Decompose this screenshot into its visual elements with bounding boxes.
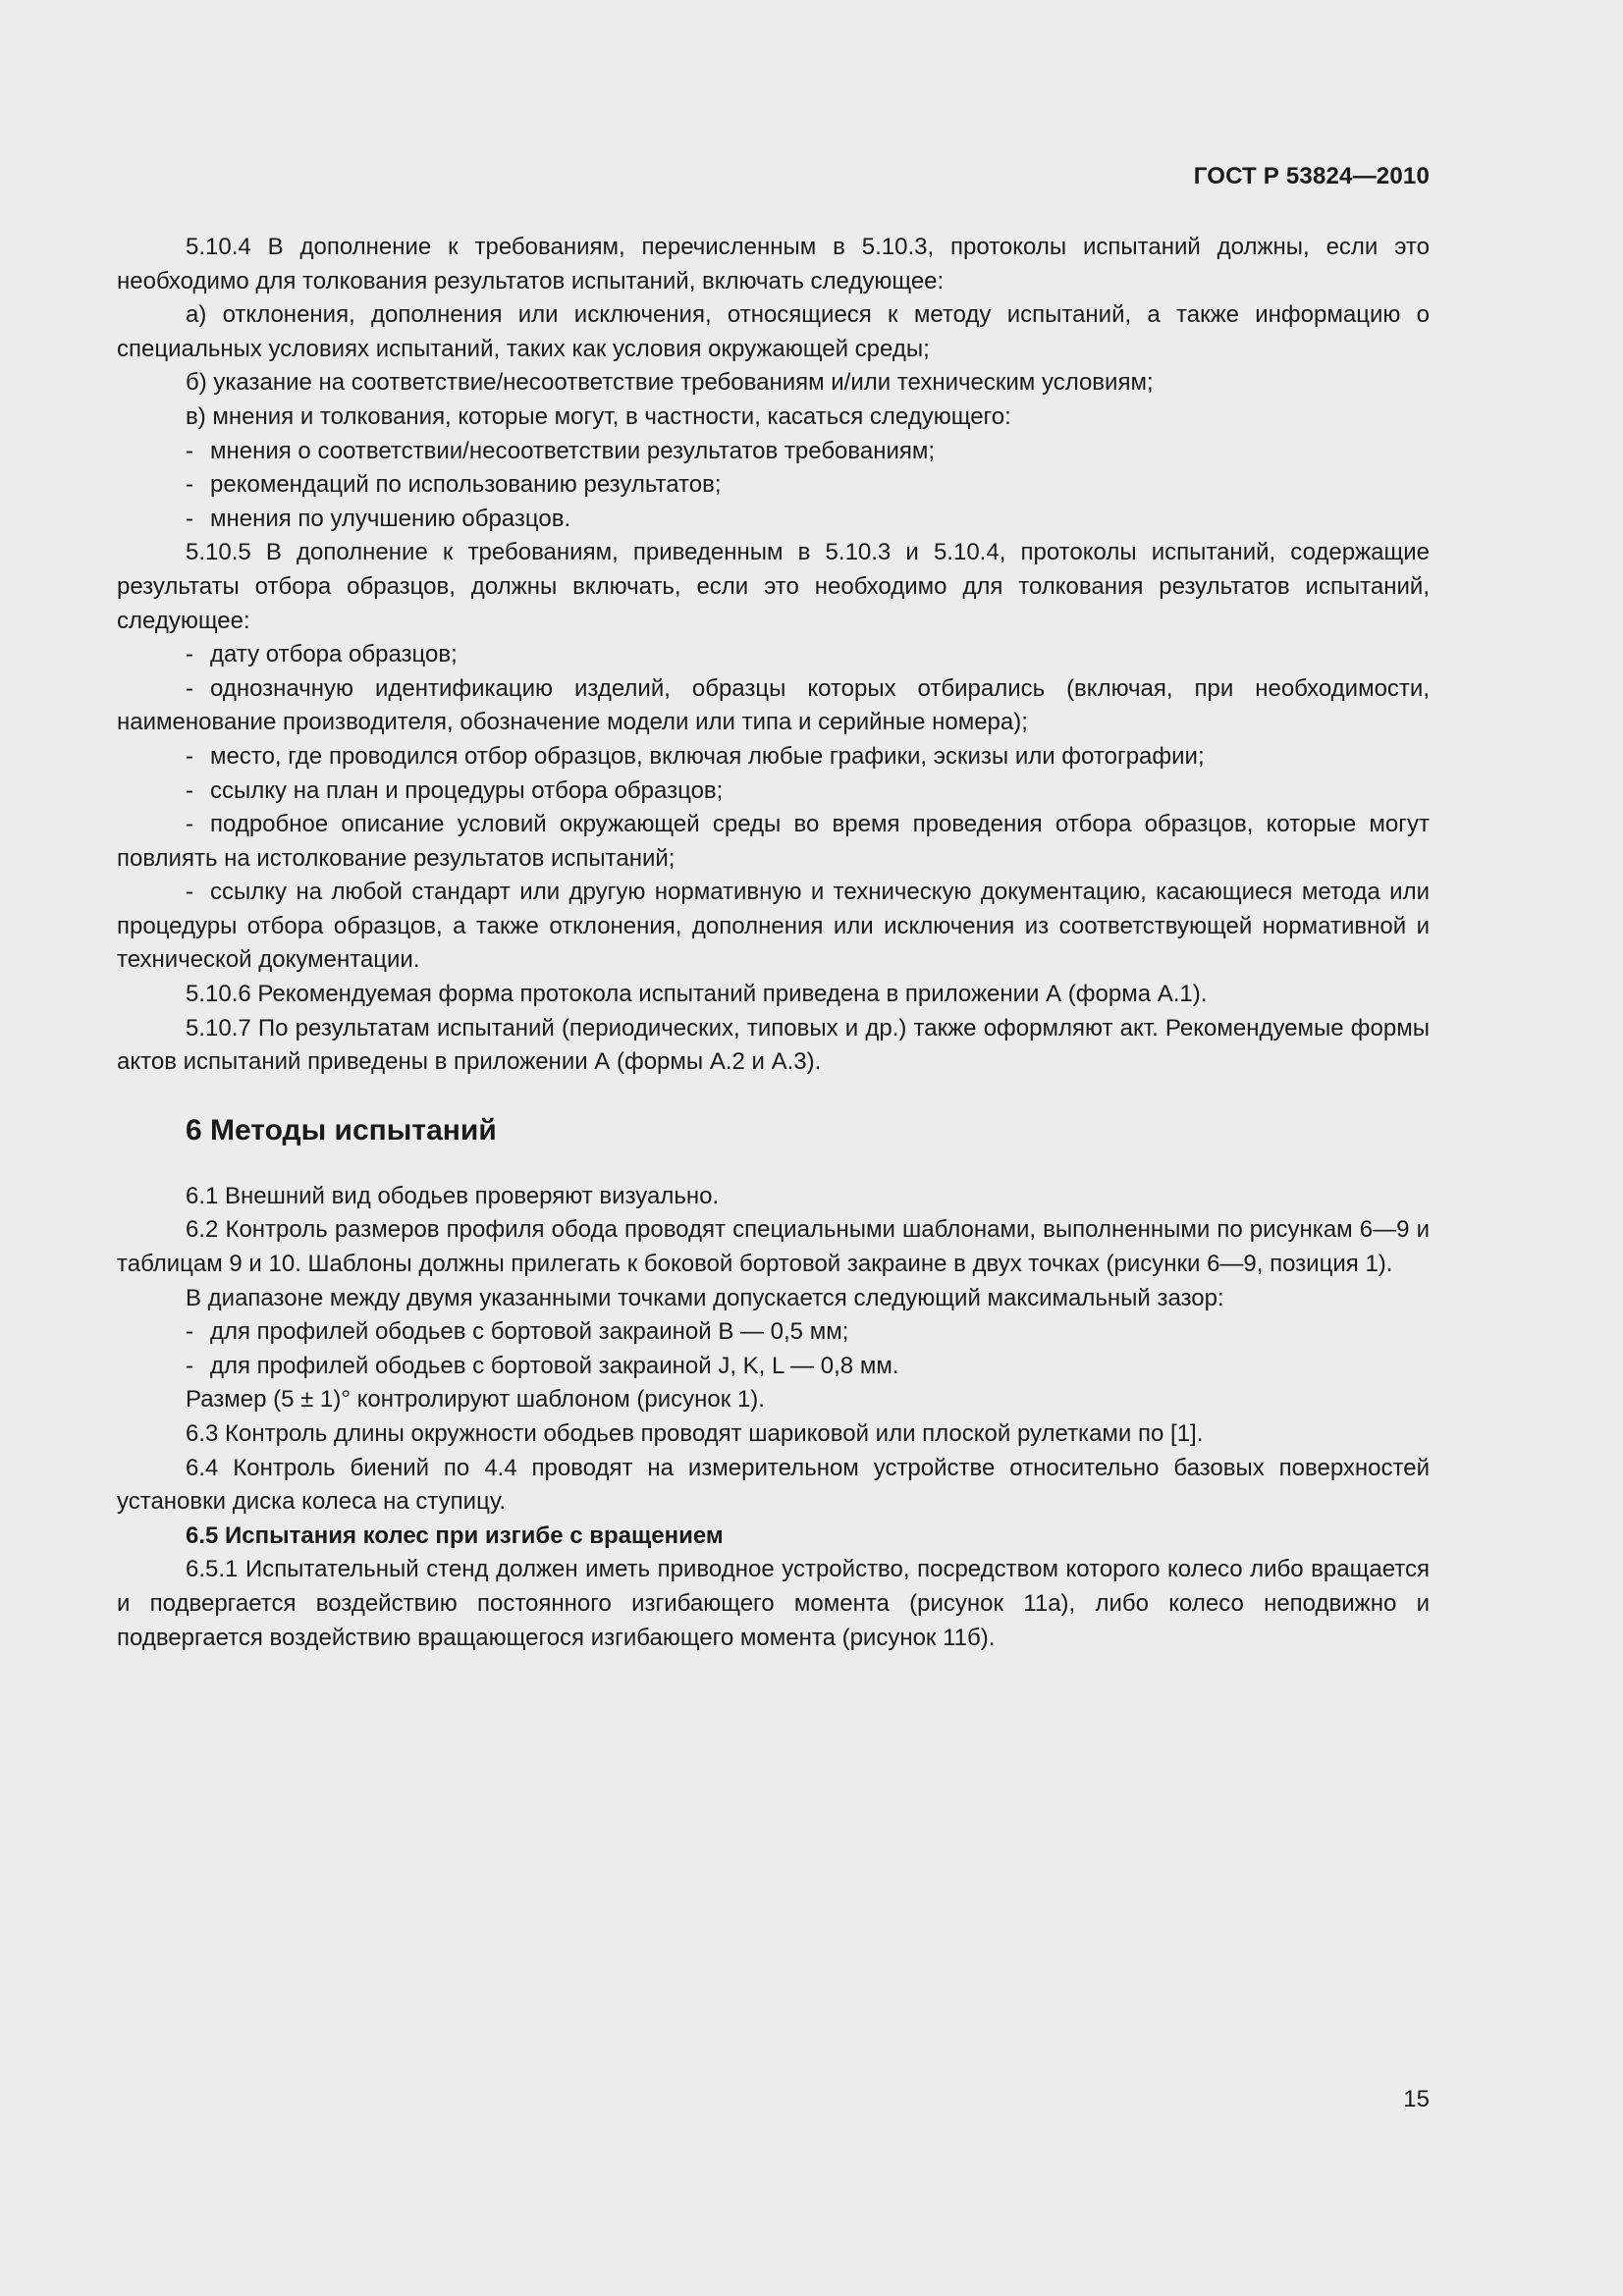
- document-body: [117, 231, 1430, 1655]
- dash-marker: -: [186, 674, 193, 702]
- dash-marker: -: [186, 641, 193, 668]
- dash-marker: -: [186, 1318, 193, 1346]
- dash-marker: -: [186, 742, 193, 770]
- subsection-6-5-heading: 6.5 Испытания колес при изгибе с вращением: [186, 1522, 724, 1549]
- list-item: [117, 1350, 1430, 1384]
- paragraph-6-2-size: Размер (5 ± 1)° контролируют шаблоном (рисунок 1).: [186, 1386, 765, 1414]
- paragraph-6-5-1: 6.5.1 Испытательный стенд должен иметь приводное устройство, посредством которого колесо либо вращается и подвергается воздействию постоянного изгибающего момента (рисунок 11а), либо колесо неподвижно и подвергается воздействию вращающегося изгибающего момента (рисунок 11б).: [117, 1556, 1430, 1651]
- paragraph-6-2: 6.2 Контроль размеров профиля обода проводят специальными шаблонами, выполненными по рисункам 6—9 и таблицам 9 и 10. Шаблоны должны прилегать к боковой бортовой закраине в двух точках (рисунки 6—9, позиция 1).: [117, 1216, 1430, 1278]
- document-code-header: ГОСТ Р 53824—2010: [1193, 163, 1430, 189]
- paragraph-6-3: 6.3 Контроль длины окружности ободьев проводят шариковой или плоской рулетками по [1].: [186, 1420, 1204, 1447]
- dash-marker: -: [186, 505, 193, 532]
- page-number: 15: [1403, 2086, 1430, 2112]
- paragraph-6-4: 6.4 Контроль биений по 4.4 проводят на измерительном устройстве относительно базовых поверхностей установки диска колеса на ступицу.: [117, 1454, 1430, 1516]
- list-item: [117, 435, 1430, 469]
- section-6-heading: 6 Методы испытаний: [186, 1113, 497, 1147]
- dash-marker: -: [186, 776, 193, 804]
- paragraph-6-2-gap: В диапазоне между двумя указанными точками допускается следующий максимальный зазор:: [186, 1284, 1224, 1311]
- list-item-text: рекомендаций по использованию результатов;: [210, 471, 722, 499]
- list-item-text: ссылку на любой стандарт или другую нормативную и техническую документацию, касающиеся метода или процедуры отбора образцов, а также отклонения, дополнения или исключения из соответствующей нормативной и технической документации.: [117, 879, 1430, 974]
- list-item-text: для профилей ободьев с бортовой закраиной B — 0,5 мм;: [210, 1318, 849, 1346]
- paragraph-5-10-6: 5.10.6 Рекомендуемая форма протокола испытаний приведена в приложении А (форма А.1).: [186, 981, 1208, 1008]
- paragraph-6-1: 6.1 Внешний вид ободьев проверяют визуально.: [186, 1182, 720, 1209]
- list-item-text: место, где проводился отбор образцов, включая любые графики, эскизы или фотографии;: [210, 742, 1205, 770]
- list-item: [117, 876, 1430, 978]
- list-item: [117, 638, 1430, 672]
- list-item: [117, 672, 1430, 740]
- paragraph-5-10-5: 5.10.5 В дополнение к требованиям, приведенным в 5.10.3 и 5.10.4, протоколы испытаний, содержащие результаты отбора образцов, должны включать, если это необходимо для толкования результатов испытаний, следующее:: [117, 539, 1430, 634]
- list-item-text: подробное описание условий окружающей среды во время проведения отбора образцов, которые могут повлиять на истолкование результатов испытаний;: [117, 811, 1430, 872]
- list-item-text: ссылку на план и процедуры отбора образцов;: [210, 776, 724, 804]
- list-item: [117, 740, 1430, 774]
- paragraph-5-10-4: 5.10.4 В дополнение к требованиям, перечисленным в 5.10.3, протоколы испытаний должны, если это необходимо для толкования результатов испытаний, включать следующее:: [117, 234, 1430, 294]
- list-item: [117, 808, 1430, 876]
- list-item-text: мнения о соответствии/несоответствии результатов требованиям;: [210, 437, 936, 464]
- dash-marker: -: [186, 879, 193, 906]
- paragraph-5-10-4-v: в) мнения и толкования, которые могут, в частности, касаться следующего:: [186, 402, 1011, 430]
- list-item: [117, 468, 1430, 503]
- list-item-text: однозначную идентификацию изделий, образцы которых отбирались (включая, при необходимости, наименование производителя, обозначение модели или типа и серийные номера);: [117, 674, 1430, 736]
- dash-marker: -: [186, 1352, 193, 1379]
- dash-marker: -: [186, 437, 193, 464]
- paragraph-5-10-4-b: б) указание на соответствие/несоответствие требованиям и/или техническим условиям;: [186, 369, 1154, 397]
- list-item: [117, 1315, 1430, 1350]
- dash-marker: -: [186, 811, 193, 838]
- list-item: [117, 503, 1430, 537]
- paragraph-5-10-4-a: а) отклонения, дополнения или исключения, относящиеся к методу испытаний, а также информацию о специальных условиях испытаний, таких как условия окружающей среды;: [117, 301, 1430, 362]
- dash-marker: -: [186, 471, 193, 499]
- list-item: [117, 774, 1430, 809]
- list-item-text: дату отбора образцов;: [210, 641, 458, 668]
- list-item-text: для профилей ободьев с бортовой закраиной J, K, L — 0,8 мм.: [210, 1352, 899, 1379]
- paragraph-5-10-7: 5.10.7 По результатам испытаний (периодических, типовых и др.) также оформляют акт. Рекомендуемые формы актов испытаний приведены в приложении А (формы А.2 и А.3).: [117, 1014, 1430, 1076]
- list-item-text: мнения по улучшению образцов.: [210, 505, 571, 532]
